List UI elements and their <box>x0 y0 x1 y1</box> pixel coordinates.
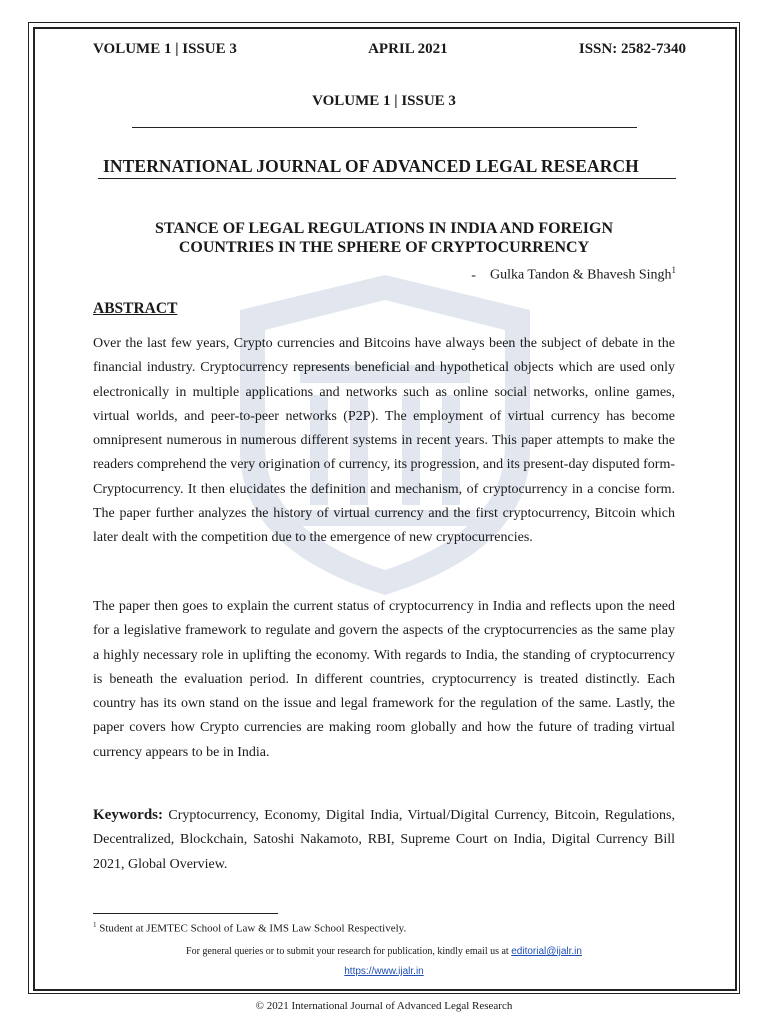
contact-email-link[interactable]: editorial@ijalr.in <box>511 946 582 957</box>
footnote-rule <box>93 913 278 914</box>
author-footnote-mark: 1 <box>671 265 676 275</box>
website-link[interactable]: https://www.ijalr.in <box>344 966 424 977</box>
authors: Gulka Tandon & Bhavesh Singh <box>489 267 672 283</box>
footnote-text: Student at JEMTEC School of Law & IMS Law School Respectively. <box>99 922 407 935</box>
paper-title <box>90 219 678 257</box>
copyright: © 2021 International Journal of Advanced Legal Research <box>255 1000 513 1012</box>
divider <box>132 127 637 128</box>
paper-title-line-2: COUNTRIES IN THE SPHERE OF CRYPTOCURRENCY <box>178 239 590 256</box>
divider <box>98 178 676 179</box>
contact-line <box>0 946 768 957</box>
footnote-mark: 1 <box>93 921 97 929</box>
author-dash: - <box>471 267 476 283</box>
keywords-text: Cryptocurrency, Economy, Digital India, Virtual/Digital Currency, Bitcoin, Regulations, Decentralized, Blockchain, Satoshi Nakamoto, RBI, Supreme Court on India, Digital Currency Bill 2021, Global Overview. <box>93 808 676 872</box>
paper-title-line-1: STANCE OF LEGAL REGULATIONS IN INDIA AND FOREIGN <box>154 220 613 237</box>
volume-line: VOLUME 1 | ISSUE 3 <box>312 93 456 109</box>
header-date: APRIL 2021 <box>368 41 448 57</box>
contact-text: For general queries or to submit your research for publication, kindly email us at <box>186 946 509 957</box>
abstract-heading: ABSTRACT <box>93 300 178 317</box>
running-header <box>93 41 686 58</box>
header-volume-issue: VOLUME 1 | ISSUE 3 <box>93 41 237 57</box>
keywords-label: Keywords: <box>93 807 163 823</box>
abstract-paragraph-1: Over the last few years, Crypto currencies and Bitcoins have always been the subject of debate in the financial industry. Cryptocurrency represents beneficial and hypothetical objects which are used only electronically in multiple applications and networks such as online social networks, online games, virtual worlds, and peer-to-peer networks (P2P). The employment of virtual currency has become omnipresent numerous in numerous different systems in recent years. This paper attempts to make the readers comprehend the very origination of currency, its progression, and its present-day disputed form- Cryptocurrency. It then elucidates the definition and mechanism, of cryptocurrency in a concise form. The paper further analyzes the history of virtual currency and the first cryptocurrency, Bitcoin which later dealt with the competition due to the emergence of new cryptocurrencies. <box>93 336 675 546</box>
header-issn: ISSN: 2582-7340 <box>578 41 686 57</box>
abstract-paragraph-2: The paper then goes to explain the current status of cryptocurrency in India and reflects upon the need for a legislative framework to regulate and govern the aspects of the cryptocurrencies as the same play a highly necessary role in uplifting the economy. With regards to India, the standing of cryptocurrency is beneath the evaluation period. In different countries, cryptocurrency is treated distinctly. Each country has its own stand on the issue and legal framework for the regulation of the same. Lastly, the paper covers how Crypto currencies are making room globally and how the future of trading virtual currency appears to be in India. <box>93 599 675 760</box>
keywords-block <box>93 803 675 877</box>
footnote <box>93 921 406 935</box>
journal-title: INTERNATIONAL JOURNAL OF ADVANCED LEGAL RESEARCH <box>103 156 639 176</box>
author-line <box>471 265 676 284</box>
